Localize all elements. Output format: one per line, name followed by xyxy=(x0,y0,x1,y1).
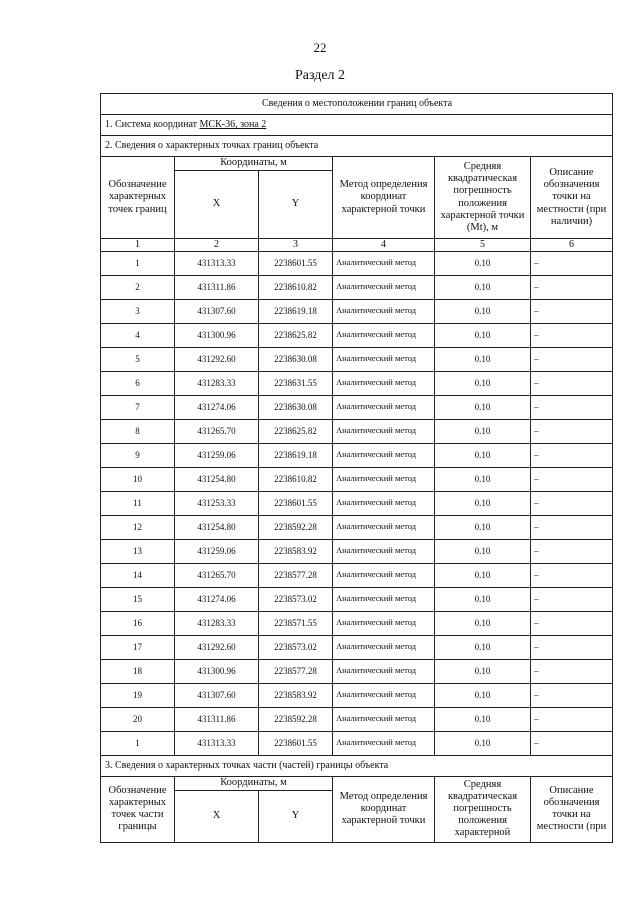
y-coord-cell: 2238630.08 xyxy=(259,347,333,371)
x-coord-cell: 431254.80 xyxy=(175,467,259,491)
desc-cell: – xyxy=(531,539,613,563)
x-coord-cell: 431311.86 xyxy=(175,707,259,731)
table-row xyxy=(101,443,613,467)
error-cell: 0.10 xyxy=(435,635,531,659)
y-coord-cell: 2238625.82 xyxy=(259,323,333,347)
y-coord-cell: 2238592.28 xyxy=(259,707,333,731)
x-coord-cell: 431311.86 xyxy=(175,275,259,299)
table-row xyxy=(101,611,613,635)
x-coord-cell: 431292.60 xyxy=(175,635,259,659)
y-coord-cell: 2238610.82 xyxy=(259,275,333,299)
desc-cell: – xyxy=(531,491,613,515)
point-number-cell: 1 xyxy=(101,251,175,275)
header3-y: Y xyxy=(259,790,333,842)
error-cell: 0.10 xyxy=(435,443,531,467)
method-cell: Аналитический метод xyxy=(333,299,435,323)
method-cell: Аналитический метод xyxy=(333,443,435,467)
header-method: Метод определения координат характерной точки xyxy=(333,157,435,239)
table-title: Сведения о местоположении границ объекта xyxy=(101,94,613,115)
table-row xyxy=(101,467,613,491)
header3-desc: Описание обозначения точки на местности (при xyxy=(531,776,613,842)
error-cell: 0.10 xyxy=(435,731,531,755)
point-number-cell: 9 xyxy=(101,443,175,467)
desc-cell: – xyxy=(531,299,613,323)
point-number-cell: 14 xyxy=(101,563,175,587)
error-cell: 0.10 xyxy=(435,251,531,275)
y-coord-cell: 2238573.02 xyxy=(259,635,333,659)
header-x: X xyxy=(175,171,259,239)
desc-cell: – xyxy=(531,587,613,611)
point-number-cell: 15 xyxy=(101,587,175,611)
point-number-cell: 10 xyxy=(101,467,175,491)
error-cell: 0.10 xyxy=(435,707,531,731)
y-coord-cell: 2238577.28 xyxy=(259,563,333,587)
section2-title-row xyxy=(101,136,613,157)
section-title: Раздел 2 xyxy=(294,68,346,83)
col-index: 4 xyxy=(333,239,435,252)
desc-cell: – xyxy=(531,707,613,731)
table-row xyxy=(101,515,613,539)
error-cell: 0.10 xyxy=(435,563,531,587)
desc-cell: – xyxy=(531,323,613,347)
table-row xyxy=(101,659,613,683)
point-number-cell: 16 xyxy=(101,611,175,635)
method-cell: Аналитический метод xyxy=(333,515,435,539)
header-point: Обозначение характерных точек границ xyxy=(101,157,175,239)
y-coord-cell: 2238601.55 xyxy=(259,251,333,275)
table-row xyxy=(101,539,613,563)
error-cell: 0.10 xyxy=(435,683,531,707)
section3-title: 3. Сведения о характерных точках части (частей) границы объекта xyxy=(101,755,613,776)
coord-system-value: МСК-36, зона 2 xyxy=(199,119,267,131)
error-cell: 0.10 xyxy=(435,299,531,323)
x-coord-cell: 431253.33 xyxy=(175,491,259,515)
header-desc: Описание обозначения точки на местности (при наличии) xyxy=(531,157,613,239)
point-number-cell: 2 xyxy=(101,275,175,299)
y-coord-cell: 2238610.82 xyxy=(259,467,333,491)
point-number-cell: 11 xyxy=(101,491,175,515)
method-cell: Аналитический метод xyxy=(333,707,435,731)
coord-system-row xyxy=(101,115,613,136)
table-row xyxy=(101,299,613,323)
method-cell: Аналитический метод xyxy=(333,683,435,707)
section2-title: 2. Сведения о характерных точках границ объекта xyxy=(101,136,613,157)
x-coord-cell: 431259.06 xyxy=(175,539,259,563)
point-number-cell: 18 xyxy=(101,659,175,683)
method-cell: Аналитический метод xyxy=(333,419,435,443)
point-number-cell: 13 xyxy=(101,539,175,563)
method-cell: Аналитический метод xyxy=(333,347,435,371)
desc-cell: – xyxy=(531,395,613,419)
point-number-cell: 1 xyxy=(101,731,175,755)
error-cell: 0.10 xyxy=(435,371,531,395)
desc-cell: – xyxy=(531,731,613,755)
error-cell: 0.10 xyxy=(435,587,531,611)
method-cell: Аналитический метод xyxy=(333,275,435,299)
col-index: 2 xyxy=(175,239,259,252)
header3-coords: Координаты, м xyxy=(175,776,333,790)
x-coord-cell: 431274.06 xyxy=(175,395,259,419)
header3-point: Обозначение характерных точек части границы xyxy=(101,776,175,842)
method-cell: Аналитический метод xyxy=(333,251,435,275)
y-coord-cell: 2238631.55 xyxy=(259,371,333,395)
x-coord-cell: 431259.06 xyxy=(175,443,259,467)
method-cell: Аналитический метод xyxy=(333,611,435,635)
table-row xyxy=(101,347,613,371)
col-index: 5 xyxy=(435,239,531,252)
y-coord-cell: 2238577.28 xyxy=(259,659,333,683)
point-number-cell: 6 xyxy=(101,371,175,395)
section3-title-row xyxy=(101,755,613,776)
boundary-table xyxy=(100,93,613,843)
point-number-cell: 20 xyxy=(101,707,175,731)
error-cell: 0.10 xyxy=(435,395,531,419)
y-coord-cell: 2238583.92 xyxy=(259,683,333,707)
method-cell: Аналитический метод xyxy=(333,731,435,755)
desc-cell: – xyxy=(531,251,613,275)
method-cell: Аналитический метод xyxy=(333,635,435,659)
y-coord-cell: 2238619.18 xyxy=(259,299,333,323)
error-cell: 0.10 xyxy=(435,275,531,299)
table-row xyxy=(101,419,613,443)
desc-cell: – xyxy=(531,659,613,683)
error-cell: 0.10 xyxy=(435,611,531,635)
table-row xyxy=(101,251,613,275)
table-row xyxy=(101,731,613,755)
table-row xyxy=(101,563,613,587)
method-cell: Аналитический метод xyxy=(333,539,435,563)
desc-cell: – xyxy=(531,275,613,299)
header-y: Y xyxy=(259,171,333,239)
desc-cell: – xyxy=(531,515,613,539)
table-row xyxy=(101,587,613,611)
desc-cell: – xyxy=(531,683,613,707)
y-coord-cell: 2238619.18 xyxy=(259,443,333,467)
point-number-cell: 7 xyxy=(101,395,175,419)
point-number-cell: 12 xyxy=(101,515,175,539)
error-cell: 0.10 xyxy=(435,491,531,515)
col-index: 1 xyxy=(101,239,175,252)
desc-cell: – xyxy=(531,443,613,467)
header-error: Средняя квадратическая погрешность положения характерной точки (Mt), м xyxy=(435,157,531,239)
table-row xyxy=(101,395,613,419)
x-coord-cell: 431313.33 xyxy=(175,731,259,755)
x-coord-cell: 431313.33 xyxy=(175,251,259,275)
method-cell: Аналитический метод xyxy=(333,587,435,611)
error-cell: 0.10 xyxy=(435,515,531,539)
y-coord-cell: 2238583.92 xyxy=(259,539,333,563)
header3-x: X xyxy=(175,790,259,842)
header-row-1 xyxy=(101,157,613,171)
header3-error: Средняя квадратическая погрешность положения характерной xyxy=(435,776,531,842)
error-cell: 0.10 xyxy=(435,419,531,443)
error-cell: 0.10 xyxy=(435,539,531,563)
table-row xyxy=(101,491,613,515)
method-cell: Аналитический метод xyxy=(333,467,435,491)
x-coord-cell: 431292.60 xyxy=(175,347,259,371)
y-coord-cell: 2238592.28 xyxy=(259,515,333,539)
x-coord-cell: 431265.70 xyxy=(175,419,259,443)
column-index-row xyxy=(101,239,613,252)
x-coord-cell: 431307.60 xyxy=(175,683,259,707)
x-coord-cell: 431283.33 xyxy=(175,611,259,635)
page-number: 22 xyxy=(313,40,327,55)
col-index: 6 xyxy=(531,239,613,252)
error-cell: 0.10 xyxy=(435,659,531,683)
desc-cell: – xyxy=(531,467,613,491)
point-number-cell: 4 xyxy=(101,323,175,347)
desc-cell: – xyxy=(531,635,613,659)
point-number-cell: 8 xyxy=(101,419,175,443)
point-number-cell: 17 xyxy=(101,635,175,659)
point-number-cell: 19 xyxy=(101,683,175,707)
x-coord-cell: 431274.06 xyxy=(175,587,259,611)
desc-cell: – xyxy=(531,347,613,371)
x-coord-cell: 431265.70 xyxy=(175,563,259,587)
header3-row-1 xyxy=(101,776,613,790)
desc-cell: – xyxy=(531,371,613,395)
y-coord-cell: 2238571.55 xyxy=(259,611,333,635)
method-cell: Аналитический метод xyxy=(333,395,435,419)
point-number-cell: 5 xyxy=(101,347,175,371)
coord-system xyxy=(101,115,613,136)
method-cell: Аналитический метод xyxy=(333,491,435,515)
y-coord-cell: 2238625.82 xyxy=(259,419,333,443)
method-cell: Аналитический метод xyxy=(333,563,435,587)
table-row xyxy=(101,275,613,299)
table-row xyxy=(101,323,613,347)
desc-cell: – xyxy=(531,611,613,635)
table-title-row xyxy=(101,94,613,115)
col-index: 3 xyxy=(259,239,333,252)
table-row xyxy=(101,683,613,707)
method-cell: Аналитический метод xyxy=(333,659,435,683)
y-coord-cell: 2238630.08 xyxy=(259,395,333,419)
header-coords: Координаты, м xyxy=(175,157,333,171)
y-coord-cell: 2238601.55 xyxy=(259,731,333,755)
x-coord-cell: 431283.33 xyxy=(175,371,259,395)
desc-cell: – xyxy=(531,563,613,587)
point-number-cell: 3 xyxy=(101,299,175,323)
table-row xyxy=(101,635,613,659)
error-cell: 0.10 xyxy=(435,467,531,491)
desc-cell: – xyxy=(531,419,613,443)
x-coord-cell: 431300.96 xyxy=(175,323,259,347)
x-coord-cell: 431254.80 xyxy=(175,515,259,539)
header3-method: Метод определения координат характерной точки xyxy=(333,776,435,842)
table-row xyxy=(101,707,613,731)
method-cell: Аналитический метод xyxy=(333,371,435,395)
y-coord-cell: 2238601.55 xyxy=(259,491,333,515)
method-cell: Аналитический метод xyxy=(333,323,435,347)
x-coord-cell: 431300.96 xyxy=(175,659,259,683)
y-coord-cell: 2238573.02 xyxy=(259,587,333,611)
table-row xyxy=(101,371,613,395)
coord-system-prefix: 1. Система координат xyxy=(105,119,198,131)
x-coord-cell: 431307.60 xyxy=(175,299,259,323)
error-cell: 0.10 xyxy=(435,347,531,371)
error-cell: 0.10 xyxy=(435,323,531,347)
